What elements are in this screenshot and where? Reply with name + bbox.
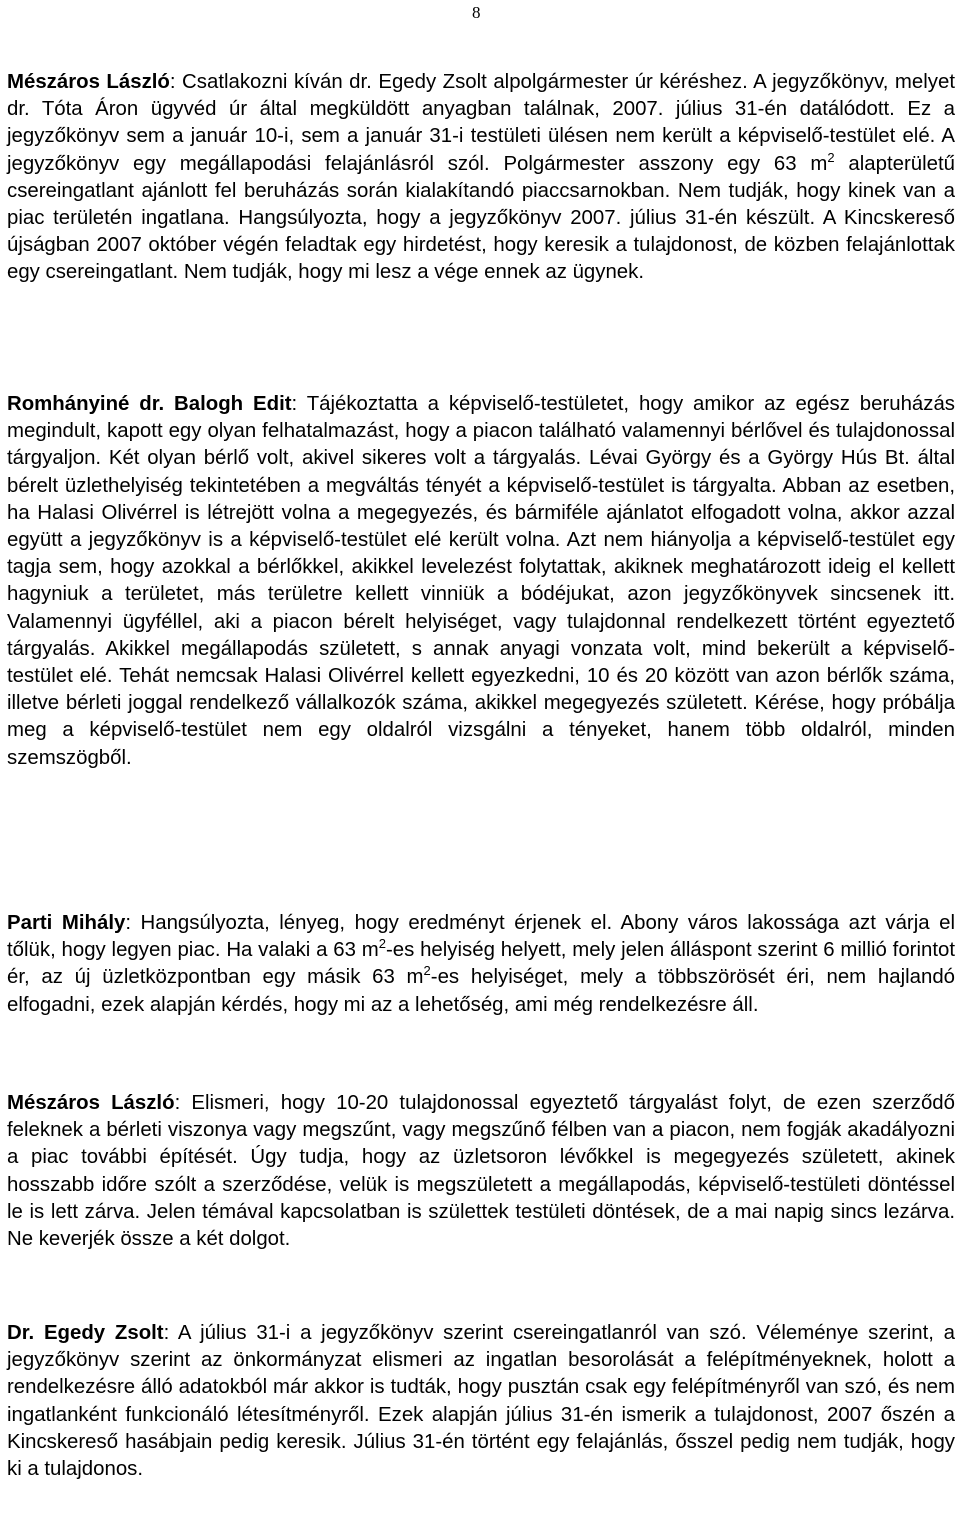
paragraph-parti xyxy=(7,910,955,1019)
paragraph-romhanyine xyxy=(7,391,955,772)
paragraph-text: alapterületű csereingatlant ajánlott fel beruházás során kialakítandó piaccsarnokban. Nem tudják, hogy kinek van a piac területén ingatlana. Hangsúlyozta, hogy a jegyzőkönyv 2007. július 31-én készült. A Kincskereső újságban 2007 október végén feladtak egy hirdetést, hogy keresik a tulajdonost, de közben felajánlottak egy csereingatlant. Nem tudják, hogy mi lesz a vége ennek az ügynek. xyxy=(7,152,955,284)
speaker-name: Parti Mihály xyxy=(7,912,126,934)
paragraph-egedy xyxy=(7,1320,955,1483)
paragraph-text: -es helyiséget, mely a többszörösét éri, nem hajlandó elfogadni, ezek alapján kérdés, hogy mi az a lehetőség, ami még rendelkezésre áll. xyxy=(7,966,955,1016)
paragraph-meszaros-2 xyxy=(7,1090,955,1253)
speaker-name: Mészáros László xyxy=(7,71,170,93)
speaker-name: Dr. Egedy Zsolt xyxy=(7,1322,164,1344)
speaker-name: Romhányiné dr. Balogh Edit xyxy=(7,393,292,415)
superscript-2: 2 xyxy=(423,963,431,979)
paragraph-text: -es helyiség helyett, mely jelen álláspont szerint 6 millió forintot ér, az új üzletközpontban egy másik 63 m xyxy=(7,939,955,989)
paragraph-text: : Csatlakozni kíván dr. Egedy Zsolt alpolgármester úr kéréshez. A jegyzőkönyv, melyet dr. Tóta Áron ügyvéd úr által megküldött anyagban találnak, 2007. július 31-én datálódott. Ez a jegyzőkönyv sem a január 10-i, sem a január 31-i testületi ülésen nem került a képviselő-testület elé. A jegyzőkönyv egy megállapodási felajánlásról szól. Polgármester asszony egy 63 m xyxy=(7,71,955,175)
paragraph-meszaros-1 xyxy=(7,69,955,287)
paragraph-text: : Elismeri, hogy 10-20 tulajdonossal egyeztető tárgyalást folyt, de ezen szerződő feleknek a bérleti viszonya vagy megszűnt, vagy megszűnő félben van a piacon, nem fogják akadályozni a piac további építését. Úgy tudja, hogy az üzletsoron lévőkkel is megegyezés született, akinek hosszabb időre szólt a szerződése, velük is megszületett a megállapodás, képviselő-testületi döntéssel le is lett zárva. Jelen témával kapcsolatban is születtek testületi döntések, de a mai napig sincs lezárva. Ne keverjék össze a két dolgot. xyxy=(7,1092,955,1251)
page-number: 8 xyxy=(472,3,481,22)
speaker-name: Mészáros László xyxy=(7,1092,175,1114)
paragraph-text: : A július 31-i a jegyzőkönyv szerint csereingatlanról van szó. Véleménye szerint, a jegyzőkönyv szerint az önkormányzat elismeri az ingatlan besorolását a felépítményeknek, holott a rendelkezésre álló adatokból már akkor is tudták, hogy pusztán csak egy felépítményről van szó, és nem ingatlanként funkcionáló létesítményről. Ezek alapján július 31-én ismerik a tulajdonost, 2007 őszén a Kincskereső hasábjain pedig keresik. Július 31-én történt egy felajánlás, ősszel pedig nem tudják, hogy ki a tulajdonos. xyxy=(7,1322,955,1481)
paragraph-text: : Hangsúlyozta, lényeg, hogy eredményt érjenek el. Abony város lakossága azt várja el tőlük, hogy legyen piac. Ha valaki a 63 m xyxy=(7,912,956,962)
paragraph-text: : Tájékoztatta a képviselő-testületet, hogy amikor az egész beruházás megindult, kapott egy olyan felhatalmazást, hogy a piacon található valamennyi bérlővel és tulajdonossal tárgyaljon. Két olyan bérlő volt, akivel sikeres volt a tárgyalás. Lévai György és a György Hús Bt. által bérelt üzlethelyiség tekintetében a megváltás tényét a képviselő-testület is tárgyalta. Abban az esetben, ha Halasi Olivérrel is létrejött volna a megegyezés, és bármiféle ajánlatot elfogadott volna, akkor azzal együtt a jegyzőkönyv is a képviselő-testület elé került volna. Azt nem hiányolja a képviselő-testület egy tagja sem, hogy azokkal a bérlőkkel, akikkel levelezést folytattak, akiknek meghatározott ideig el kellett hagyniuk a területet, más területre kellett vinniük a bódéjukat, azon jegyzőkönyvek sincsenek itt. Valamennyi ügyféllel, aki a piacon bérelt helyiséget, vagy tulajdonnal rendelkezett történt egyeztető tárgyalás. Akikkel megállapodás született, s annak anyagi vonzata volt, mind bekerült a képviselő-testület elé. Tehát nemcsak Halasi Olivérrel kellett egyezkedni, 10 és 20 között van azon bérlők száma, illetve bérleti joggal rendelkező vállalkozók száma, akikkel megegyezés született. Kérése, hogy próbálja meg a képviselő-testület nem egy oldalról vizsgálni a tényeket, hanem több oldalról, minden szemszögből. xyxy=(7,393,955,769)
superscript-2: 2 xyxy=(378,936,386,952)
superscript-2: 2 xyxy=(827,149,835,165)
